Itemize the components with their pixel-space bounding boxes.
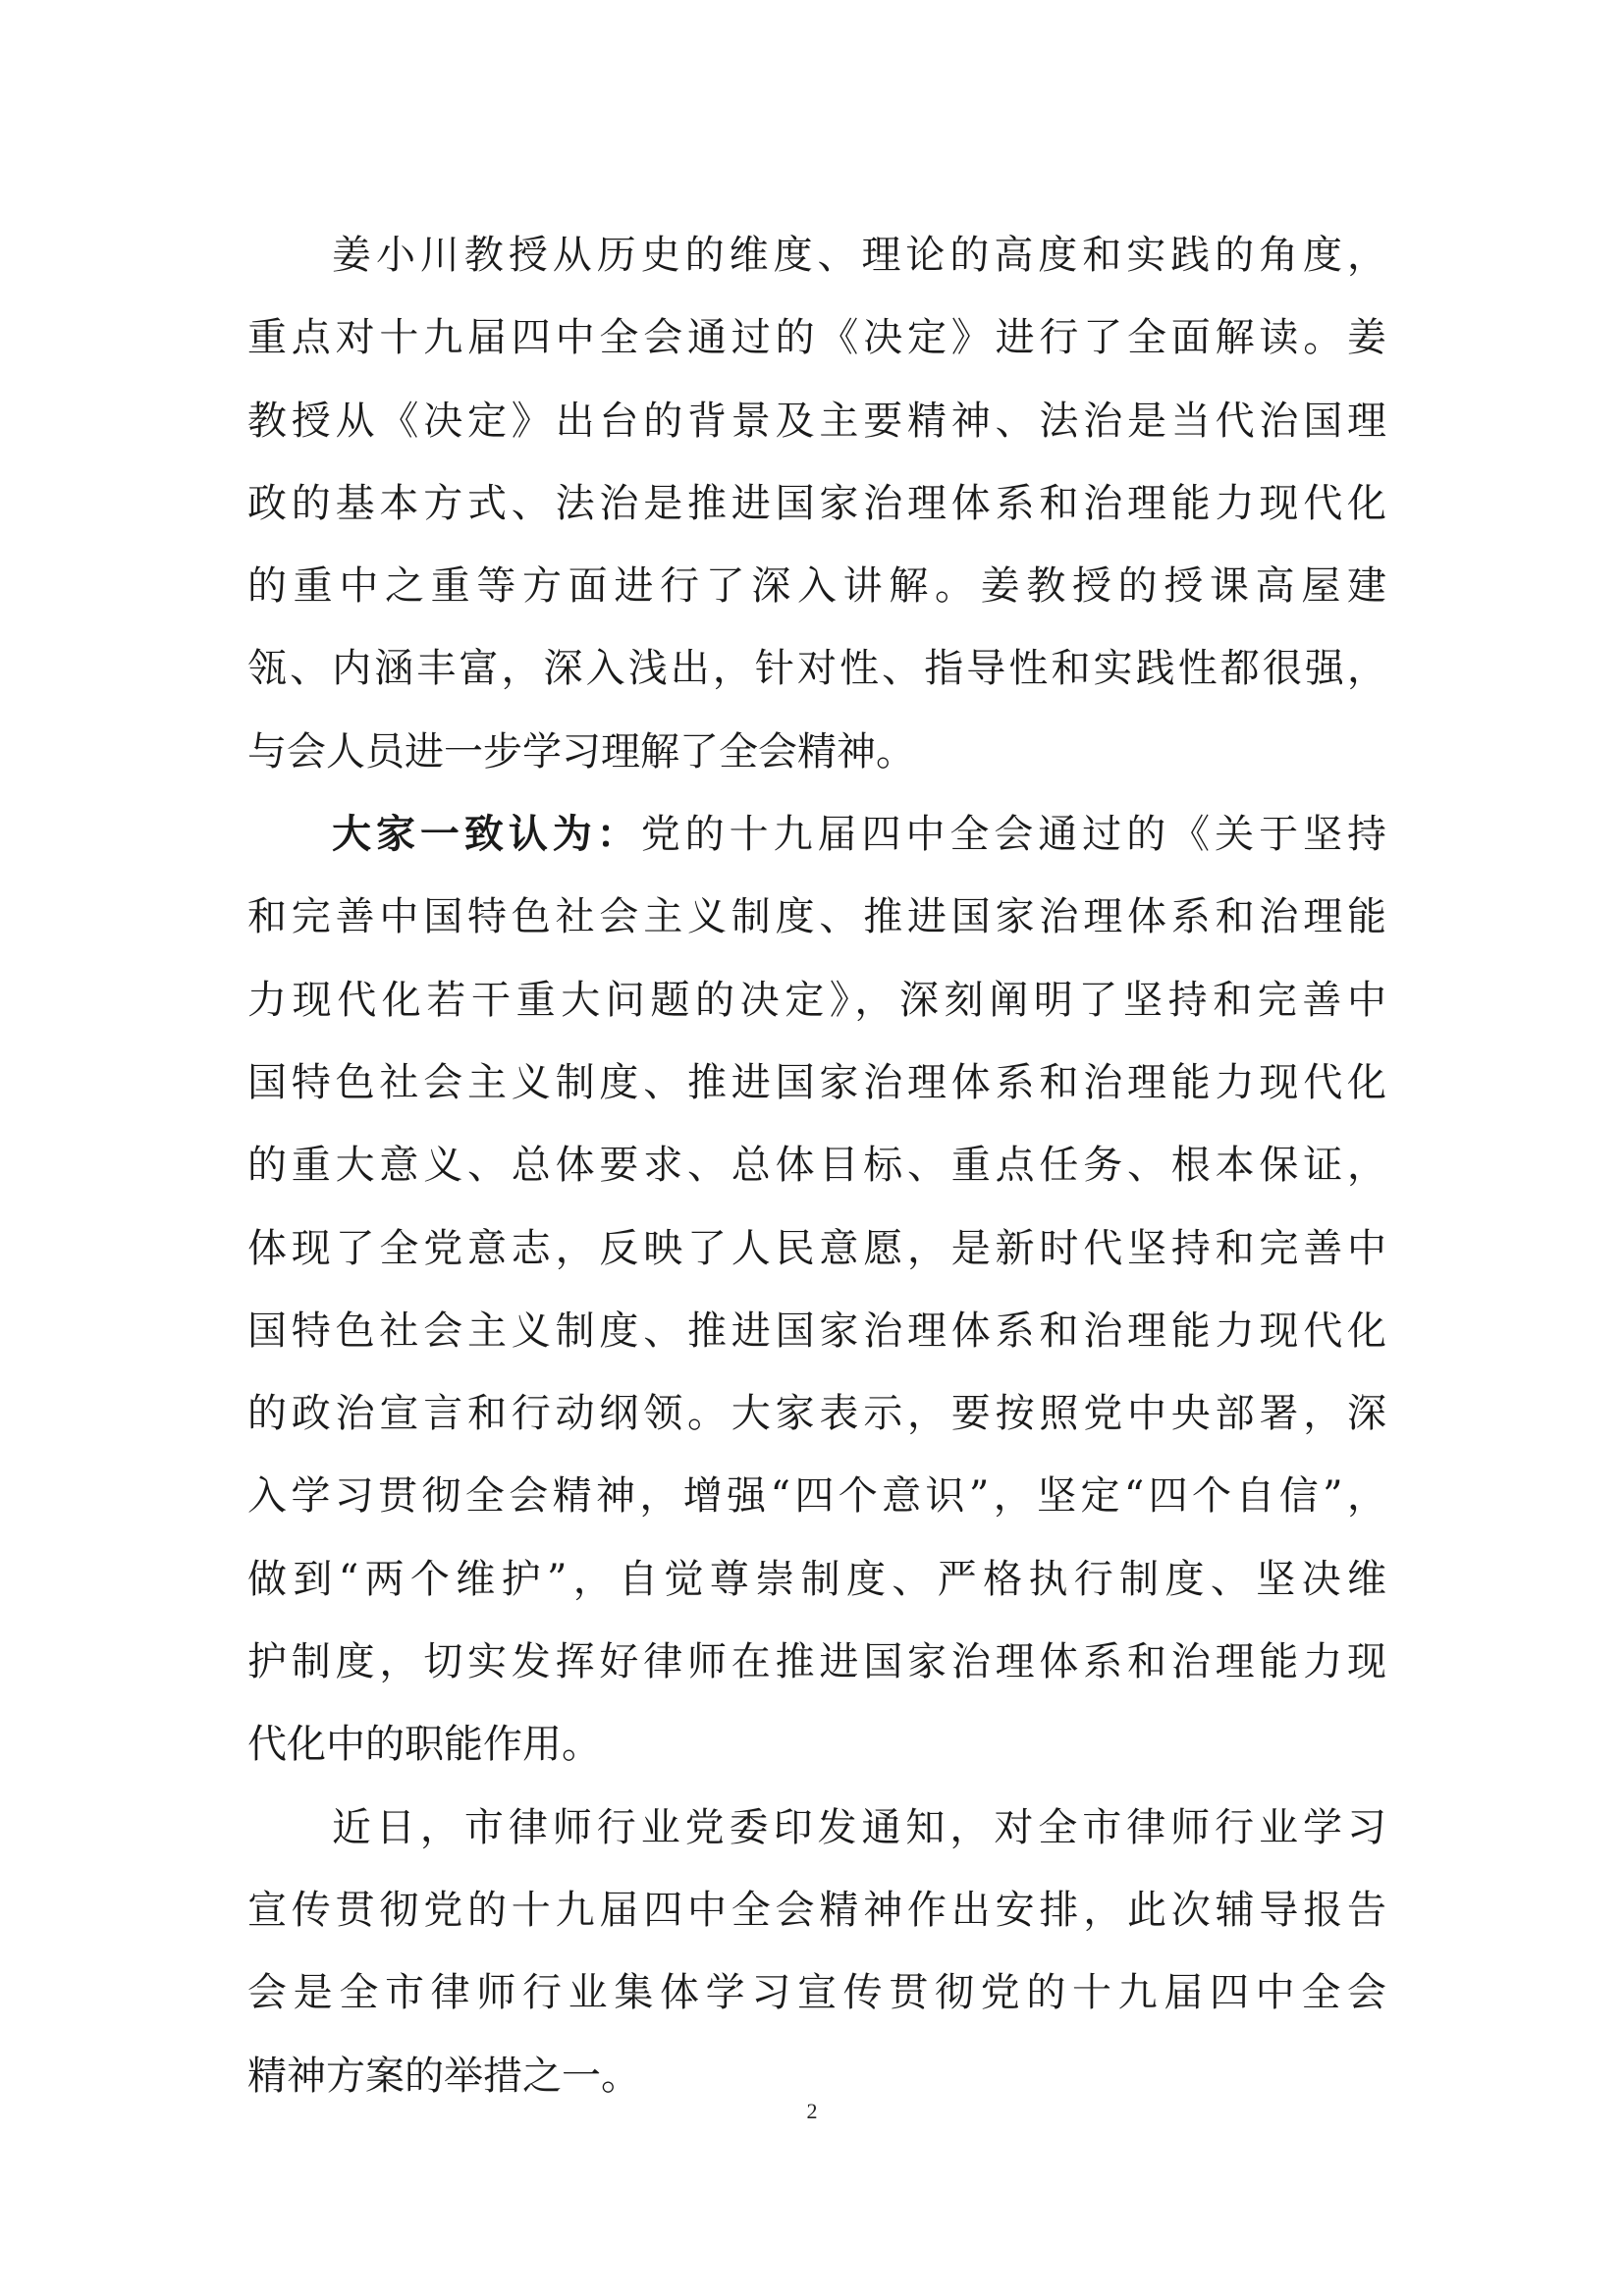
paragraph-lead: 大家一致认为： — [332, 812, 641, 858]
page-number: 2 — [806, 2099, 818, 2123]
text-line: 政的基本方式、法治是推进国家治理体系和治理能力现代化 — [247, 480, 1386, 526]
text-line — [247, 793, 1386, 876]
text-line: 力现代化若干重大问题的决定》，深刻阐明了坚持和完善中 — [247, 977, 1386, 1023]
text-line: 入学习贯彻全会精神，增强“四个意识”，坚定“四个自信”， — [247, 1473, 1386, 1520]
text-line: 会是全市律师行业集体学习宣传贯彻党的十九届四中全会 — [247, 1970, 1386, 2016]
text-line: 的重大意义、总体要求、总体目标、重点任务、根本保证， — [247, 1143, 1386, 1189]
paragraph-3 — [247, 1787, 1386, 2117]
paragraph-1 — [247, 214, 1386, 793]
paragraph-2 — [247, 793, 1386, 1787]
paragraph-lead-rest: 党的十九届四中全会通过的《关于坚持 — [640, 812, 1387, 858]
text-line: 护制度，切实发挥好律师在推进国家治理体系和治理能力现 — [247, 1639, 1386, 1685]
text-line: 国特色社会主义制度、推进国家治理体系和治理能力现代化 — [247, 1308, 1386, 1354]
text-line: 近日，市律师行业党委印发通知，对全市律师行业学习 — [332, 1804, 1386, 1850]
text-line: 的政治宣言和行动纲领。大家表示，要按照党中央部署，深 — [247, 1391, 1386, 1437]
text-line: 做到“两个维护”，自觉尊崇制度、严格执行制度、坚决维 — [247, 1556, 1386, 1602]
text-line: 代化中的职能作用。 — [247, 1722, 601, 1768]
text-line: 和完善中国特色社会主义制度、推进国家治理体系和治理能 — [247, 894, 1386, 940]
text-line: 教授从《决定》出台的背景及主要精神、法治是当代治国理 — [247, 398, 1386, 444]
body-text — [247, 214, 1386, 2117]
text-line: 与会人员进一步学习理解了全会精神。 — [247, 728, 915, 774]
text-line: 国特色社会主义制度、推进国家治理体系和治理能力现代化 — [247, 1059, 1386, 1105]
text-line: 体现了全党意志，反映了人民意愿，是新时代坚持和完善中 — [247, 1225, 1386, 1271]
text-line: 的重中之重等方面进行了深入讲解。姜教授的授课高屋建 — [247, 563, 1386, 610]
text-line: 重点对十九届四中全会通过的《决定》进行了全面解读。姜 — [247, 315, 1386, 361]
text-line: 瓴、内涵丰富，深入浅出，针对性、指导性和实践性都很强， — [247, 646, 1386, 692]
text-line: 宣传贯彻党的十九届四中全会精神作出安排，此次辅导报告 — [247, 1887, 1386, 1933]
text-line: 姜小川教授从历史的维度、理论的高度和实践的角度， — [332, 233, 1386, 278]
text-line: 精神方案的举措之一。 — [247, 2053, 640, 2099]
